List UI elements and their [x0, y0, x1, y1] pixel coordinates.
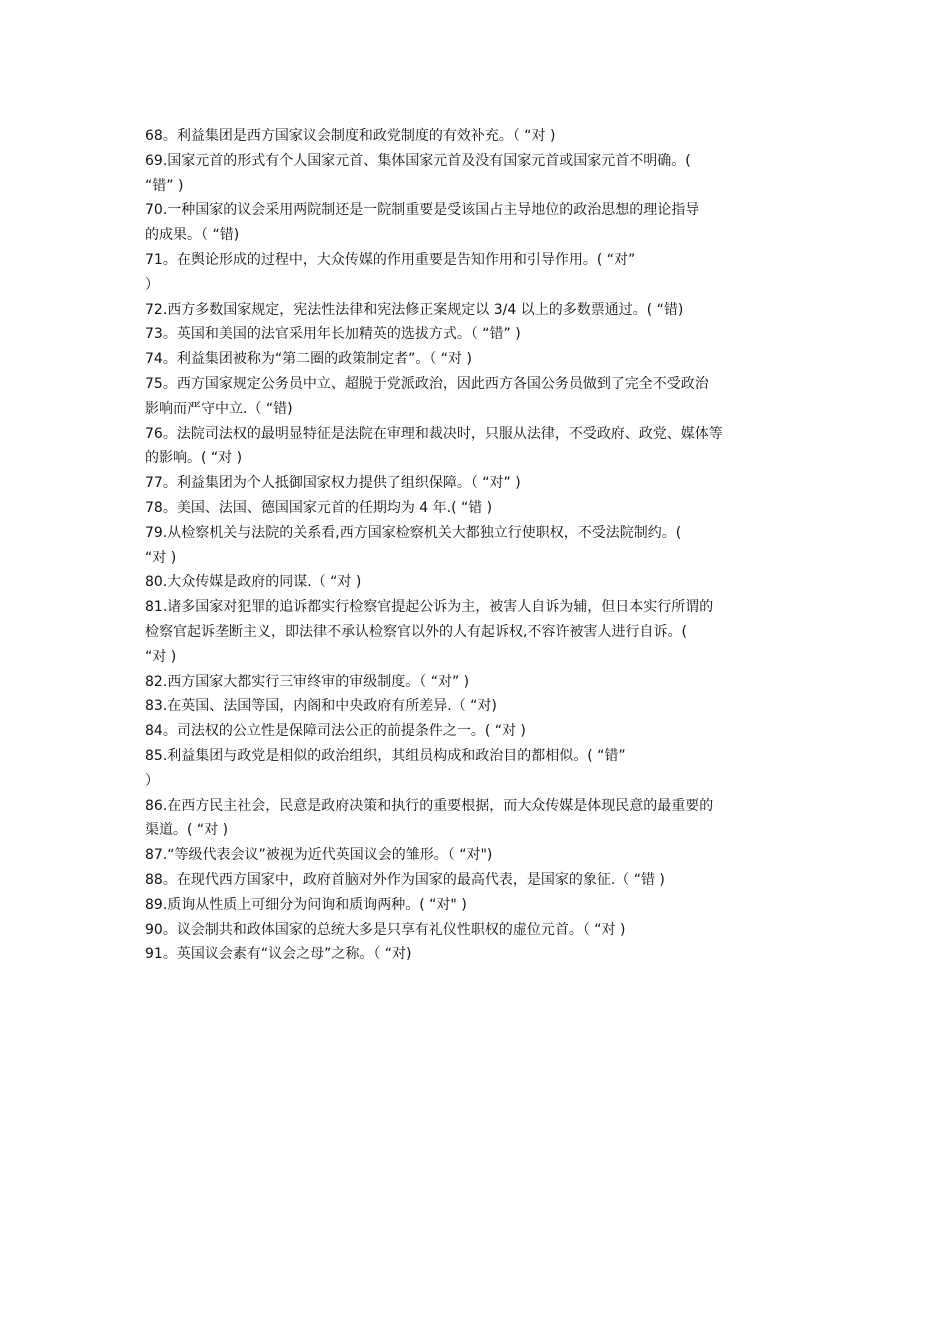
text-line: “错” ) — [145, 177, 184, 194]
text-line: 81.诸多国家对犯罪的追诉都实行检察官提起公诉为主，被害人自诉为辅，但日本实行所谓的 — [145, 599, 714, 616]
text-line: 72.西方多数国家规定，宪法性法律和宪法修正案规定以 3/4 以上的多数票通过。( “错) — [145, 301, 684, 318]
text-line: 89.质询从性质上可细分为问询和质询两种。( “对" ) — [145, 896, 467, 913]
text-line: ） — [145, 772, 159, 789]
text-line: 84。司法权的公立性是保障司法公正的前提条件之一。( “对 ) — [145, 723, 526, 740]
text-line: 73。英国和美国的法官采用年长加精英的选拔方式。（ “错” ) — [145, 326, 521, 343]
text-line: 71。在舆论形成的过程中，大众传媒的作用重要是告知作用和引导作用。( “对” — [145, 251, 636, 268]
text-line: 的成果。（ “错) — [145, 227, 240, 244]
text-line: 77。利益集团为个人抵御国家权力提供了组织保障。（ “对” ) — [145, 475, 521, 492]
text-line: 79.从检察机关与法院的关系看,西方国家检察机关大都独立行使职权，不受法院制约。( — [145, 524, 682, 541]
text-line: 90。议会制共和政体国家的总统大多是只享有礼仪性职权的虚位元首。（ “对 ) — [145, 921, 626, 938]
text-line: 68。利益集团是西方国家议会制度和政党制度的有效补充。（ “对 ) — [145, 128, 556, 144]
text-line: 69.国家元首的形式有个人国家元首、集体国家元首及没有国家元首或国家元首不明确。( — [145, 152, 691, 169]
text-line: 86.在西方民主社会，民意是政府决策和执行的重要根据，而大众传媒是体现民意的最重要的 — [145, 797, 714, 814]
text-line: 76。法院司法权的最明显特征是法院在审理和裁决时，只服从法律，不受政府、政党、媒体等 — [145, 425, 723, 442]
text-line: 91。英国议会素有“议会之母”之称。（ “对) — [145, 946, 412, 963]
text-line: 85.利益集团与政党是相似的政治组织，其组员构成和政治目的都相似。( “错” — [145, 747, 626, 764]
text-line: 74。利益集团被称为“第二圈的政策制定者”。（ “对 ) — [145, 351, 472, 368]
text-line: 87.“等级代表会议”被视为近代英国议会的雏形。（ “对") — [145, 847, 493, 864]
question-list — [145, 124, 810, 967]
text-line: 88。在现代西方国家中，政府首脑对外作为国家的最高代表，是国家的象征.（ “错 ) — [145, 871, 665, 888]
text-line: “对 ) — [145, 648, 177, 665]
text-line: 检察官起诉垄断主义，即法律不承认检察官以外的人有起诉权,不容许被害人进行自诉。( — [145, 623, 687, 640]
text-line: 82.西方国家大都实行三审终审的审级制度。（ “对” ) — [145, 673, 470, 690]
text-line: 70.一种国家的议会采用两院制还是一院制重要是受该国占主导地位的政治思想的理论指导 — [145, 202, 700, 219]
text-line: 75。西方国家规定公务员中立、超脱于党派政治，因此西方各国公务员做到了完全不受政治 — [145, 375, 709, 392]
text-line: 的影响。( “对 ) — [145, 450, 243, 467]
text-line: 80.大众传媒是政府的同谋.（ “对 ) — [145, 574, 362, 591]
text-line: 影响而严守中立.（ “错) — [145, 400, 293, 417]
text-line: 83.在英国、法国等国，内阁和中央政府有所差异.（ “对) — [145, 698, 497, 715]
text-line: 78。美国、法国、德国国家元首的任期均为 4 年.( “错 ) — [145, 499, 493, 516]
text-line: 渠道。( “对 ) — [145, 822, 229, 839]
text-line: ） — [145, 276, 159, 293]
text-line: “对 ) — [145, 549, 177, 566]
